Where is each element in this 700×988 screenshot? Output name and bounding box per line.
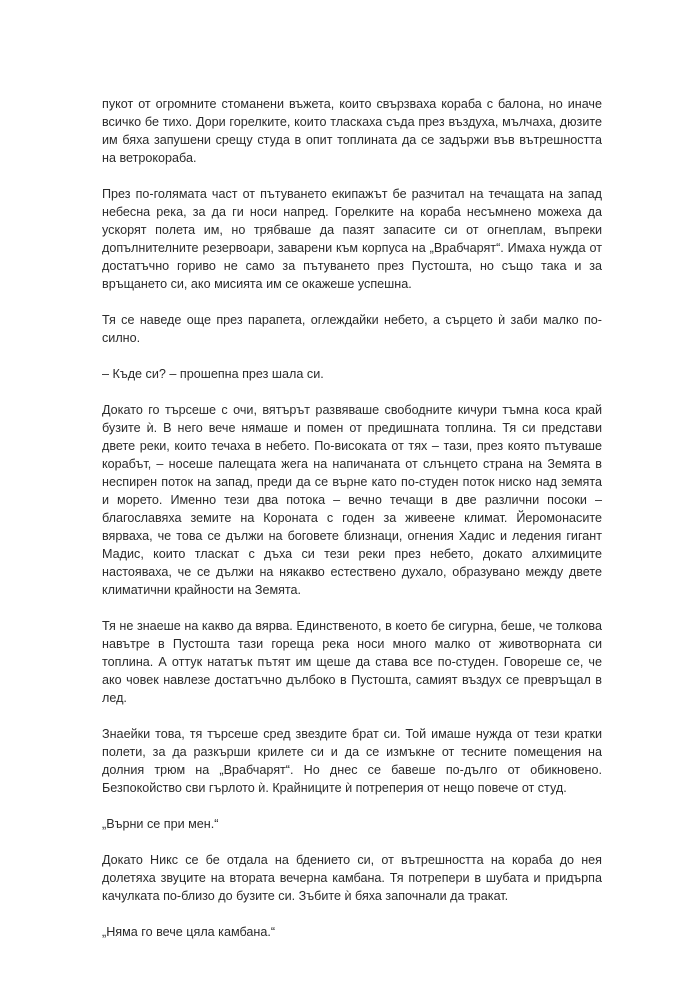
paragraph: Докато го търсеше с очи, вятърът развяваше свободните кичури тъмна коса край бузите ѝ. В него вече нямаше и помен от предишната топлина. Тя си представи двете реки, които течаха в небето. По-високата от тях – тази, през която пътуваше корабът, – носеше палещата жега на напичаната от слънцето страна на Земята в неспирен поток на запад, преди да се върне като по-студен поток ниско над земята и морето. Именно тези два потока – вечно течащи в две различни посоки – благославяха земите на Короната с годен за живеене климат. Йеромонасите вярваха, че това се дължи на боговете близнаци, огнения Хадис и ледения гигант Мадис, които тласкат с дъха си тези реки през небето, докато алхимиците настояваха, че се дължи на някакво естествено духало, образувано между двете климатични крайности на Земята. [102,403,602,597]
paragraph: пукот от огромните стоманени въжета, които свързваха кораба с балона, но иначе всичко бе тихо. Дори горелките, които тласкаха съда през въздуха, мълчаха, дюзите им бяха запушени срещу студа в опит топлината да се задържи във вътрешността на ветрокораба. [102,97,602,165]
paragraph: Докато Никс се бе отдала на бдението си, от вътрешността на кораба до нея долетяха звуците на втората вечерна камбана. Тя потрепери в шубата и придърпа качулката по-близо до бузите си. Зъбите ѝ бяха започнали да тракат. [102,853,602,903]
paragraph: През по-голямата част от пътуването екипажът бе разчитал на течащата на запад небесна река, за да ги носи напред. Горелките на кораба несъмнено можеха да ускорят полета им, но трябваше да пазят запасите си от огнеплам, въпреки допълнителните резервоари, заварени към корпуса на „Врабчарят“. Имаха нужда от достатъчно гориво не само за пътуването през Пустошта, но също така и за връщането си, ако мисията им се окажеше успешна. [102,187,602,291]
paragraph: Тя не знаеше на какво да вярва. Единственото, в което бе сигурна, беше, че толкова навътре в Пустошта тази гореща река носи много малко от животворната си топлина. А оттук нататък пътят им щеше да става все по-студен. Говореше се, че ако човек навлезе достатъчно дълбоко в Пустошта, самият въздух се превръщал в лед. [102,619,602,705]
quoted-thought: „Върни се при мен.“ [102,817,219,831]
quoted-thought: „Няма го вече цяла камбана.“ [102,925,276,939]
paragraph: Тя се наведе още през парапета, оглеждайки небето, а сърцето ѝ заби малко по-силно. [102,313,602,345]
paragraph: Знаейки това, тя търсеше сред звездите брат си. Той имаше нужда от тези кратки полети, за да разкърши крилете си и да се измъкне от тесните помещения на долния трюм на „Врабчарят“. Но днес се бавеше по-дълго от обикновено. Безпокойство сви гърлото ѝ. Крайниците ѝ потреперия от нещо повече от студ. [102,727,602,795]
dialogue-line: – Къде си? – прошепна през шала си. [102,367,324,381]
document-body [102,95,602,959]
